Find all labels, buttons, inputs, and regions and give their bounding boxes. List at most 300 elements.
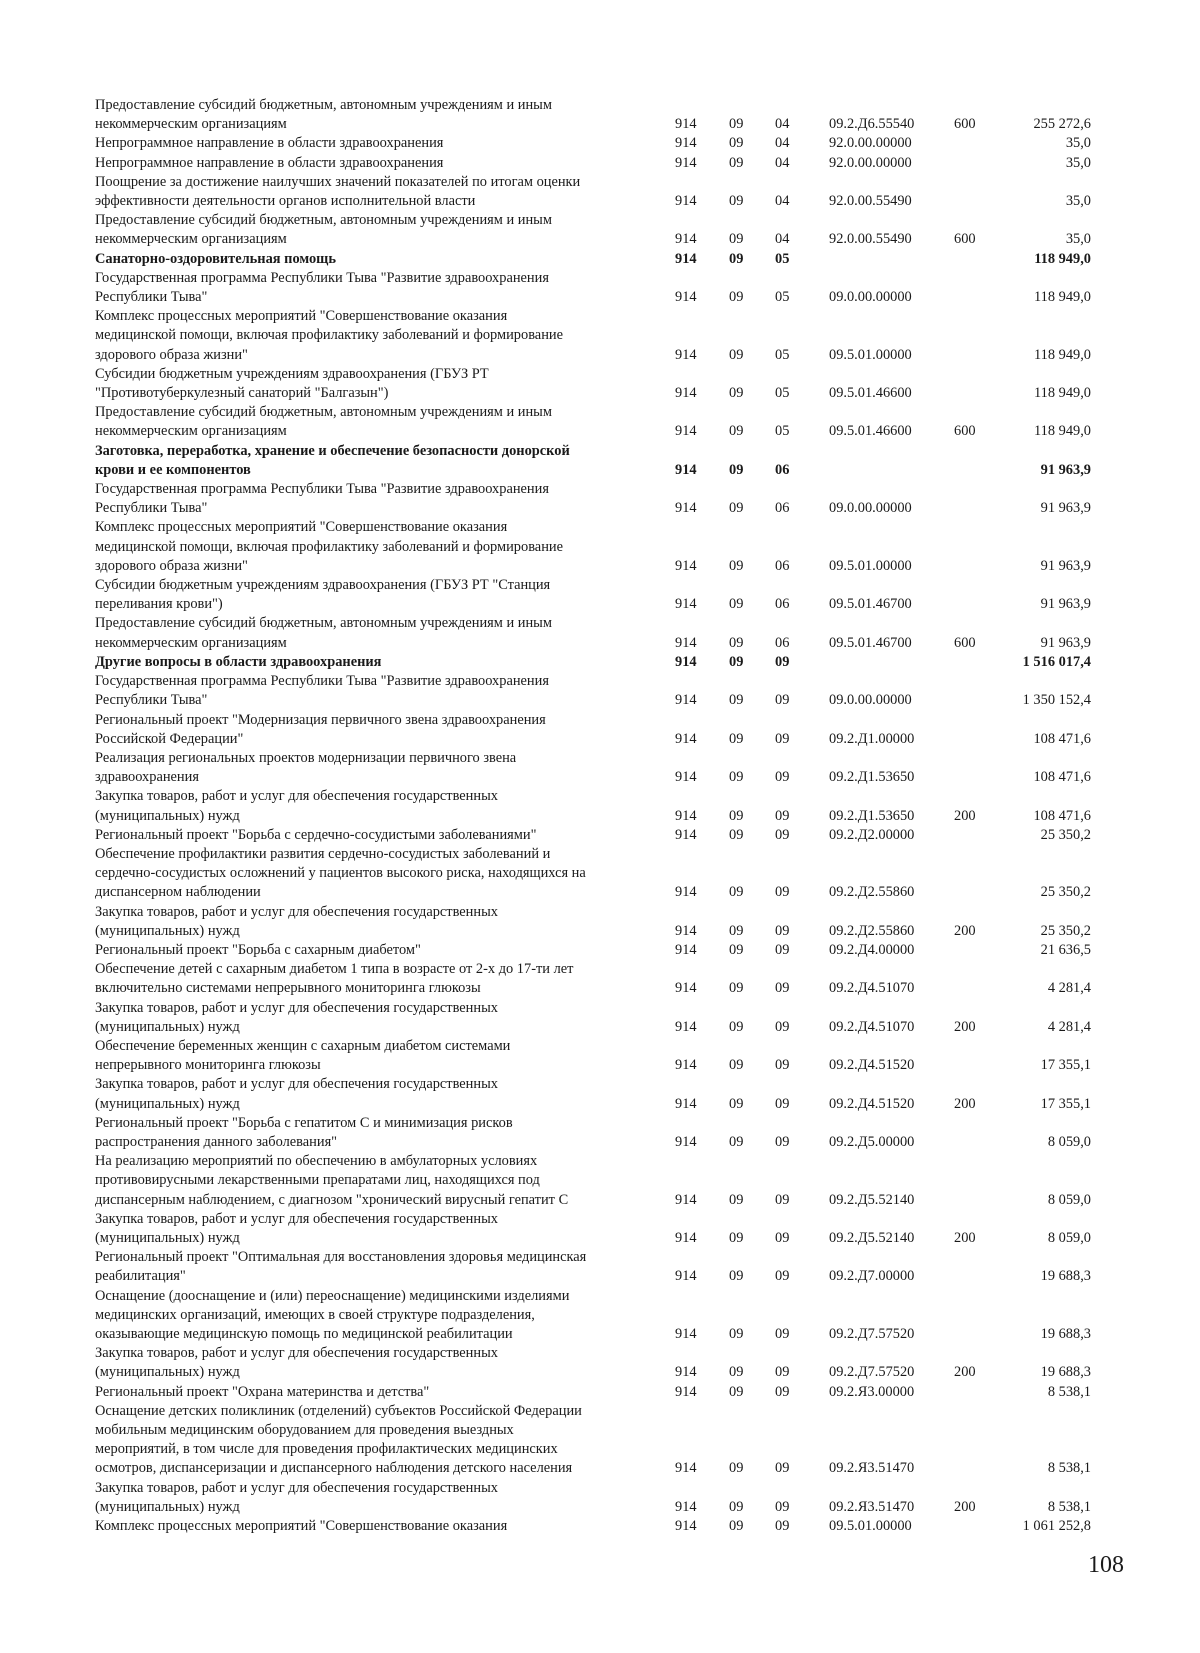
grbs-code: 914	[675, 1229, 697, 1246]
row-name	[95, 826, 675, 845]
grbs-code: 914	[675, 941, 697, 958]
table-row	[95, 1344, 1145, 1382]
amount: 255 272,6	[1033, 116, 1091, 133]
grbs-code: 914	[675, 1268, 697, 1285]
subsection-code: 09	[775, 884, 790, 901]
table-row	[95, 960, 1145, 998]
amount: 35,0	[1065, 135, 1091, 152]
row-name	[95, 134, 675, 153]
grbs-code: 914	[675, 596, 697, 613]
row-name-line: (муниципальных) нужд	[95, 1018, 240, 1035]
table-row	[95, 999, 1145, 1037]
amount: 8 538,1	[1047, 1460, 1091, 1477]
row-name-line: некоммерческим организациям	[95, 634, 287, 651]
grbs-code: 914	[675, 884, 697, 901]
subsection-code: 05	[775, 346, 790, 363]
grbs-code: 914	[675, 807, 697, 824]
target-article-code: 92.0.00.55490	[829, 231, 912, 248]
grbs-code: 914	[675, 500, 697, 517]
row-name-line: Предоставление субсидий бюджетным, автономным учреждениям и иным	[95, 212, 552, 229]
row-name-line: Закупка товаров, работ и услуг для обеспечения государственных	[95, 788, 498, 805]
section-code: 09	[729, 135, 744, 152]
grbs-code: 914	[675, 193, 697, 210]
section-code: 09	[729, 1018, 744, 1035]
grbs-code: 914	[675, 154, 697, 171]
target-article-code: 09.2.Д6.55540	[829, 116, 915, 133]
grbs-code: 914	[675, 423, 697, 440]
section-code: 09	[729, 596, 744, 613]
subsection-code: 06	[775, 596, 790, 613]
row-name-line: Государственная программа Республики Тыва "Развитие здравоохранения	[95, 673, 549, 690]
row-name-line: Комплекс процессных мероприятий "Совершенствование оказания	[95, 519, 508, 536]
table-row	[95, 250, 1145, 269]
amount: 8 538,1	[1047, 1383, 1091, 1400]
subsection-code: 09	[775, 1057, 790, 1074]
grbs-code: 914	[675, 1326, 697, 1342]
target-article-code: 09.2.Д4.51520	[829, 1095, 915, 1112]
row-name	[95, 999, 675, 1037]
amount: 19 688,3	[1040, 1364, 1091, 1381]
row-name-line: Закупка товаров, работ и услуг для обеспечения государственных	[95, 1076, 498, 1093]
section-code: 09	[729, 385, 744, 402]
grbs-code: 914	[675, 1133, 697, 1150]
grbs-code: 914	[675, 730, 697, 747]
target-article-code: 09.2.Д1.53650	[829, 807, 915, 824]
grbs-code: 914	[675, 1191, 697, 1208]
amount: 19 688,3	[1040, 1326, 1091, 1342]
table-row	[95, 1402, 1145, 1479]
row-name-line: Предоставление субсидий бюджетным, автономным учреждениям и иным	[95, 404, 552, 421]
target-article-code: 09.0.00.00000	[829, 289, 912, 306]
amount: 91 963,9	[1040, 500, 1091, 517]
row-name-line: Непрограммное направление в области здравоохранения	[95, 154, 444, 171]
section-code: 09	[729, 1229, 744, 1246]
table-row	[95, 787, 1145, 825]
target-article-code: 09.2.Д4.51520	[829, 1057, 915, 1074]
subsection-code: 06	[775, 557, 790, 574]
subsection-code: 06	[775, 500, 790, 517]
row-name	[95, 576, 675, 614]
expense-type-code: 600	[954, 423, 976, 440]
row-name-line: (муниципальных) нужд	[95, 922, 240, 939]
grbs-code: 914	[675, 826, 697, 843]
row-name	[95, 845, 675, 903]
section-code: 09	[729, 557, 744, 574]
section-code: 09	[729, 1518, 744, 1535]
row-name-line: (муниципальных) нужд	[95, 807, 240, 824]
amount: 25 350,2	[1040, 884, 1091, 901]
row-name	[95, 96, 675, 134]
row-name-line: Республики Тыва"	[95, 500, 208, 517]
row-name-line: распространения данного заболевания"	[95, 1133, 338, 1150]
subsection-code: 09	[775, 922, 790, 939]
expense-type-code: 200	[954, 807, 976, 824]
amount: 91 963,9	[1040, 557, 1091, 574]
row-name	[95, 518, 675, 576]
target-article-code: 09.5.01.46700	[829, 596, 912, 613]
row-name-line: диспансерном наблюдении	[95, 884, 261, 901]
subsection-code: 05	[775, 289, 790, 306]
expense-type-code: 200	[954, 1498, 976, 1515]
amount: 91 963,9	[1040, 461, 1091, 478]
subsection-code: 05	[775, 423, 790, 440]
subsection-code: 09	[775, 1133, 790, 1150]
row-name	[95, 307, 675, 365]
grbs-code: 914	[675, 1518, 697, 1535]
section-code: 09	[729, 922, 744, 939]
row-name	[95, 903, 675, 941]
amount: 1 516 017,4	[1022, 653, 1091, 670]
row-name-line: некоммерческим организациям	[95, 231, 287, 248]
table-row	[95, 518, 1145, 576]
section-code: 09	[729, 941, 744, 958]
table-row	[95, 903, 1145, 941]
row-name-line: крови и ее компонентов	[95, 461, 251, 478]
table-row	[95, 96, 1145, 134]
grbs-code: 914	[675, 1460, 697, 1477]
row-name	[95, 269, 675, 307]
row-name-line: Закупка товаров, работ и услуг для обеспечения государственных	[95, 1210, 498, 1227]
target-article-code: 92.0.00.00000	[829, 135, 912, 152]
row-name-line: Республики Тыва"	[95, 289, 208, 306]
section-code: 09	[729, 826, 744, 843]
row-name-line: Оснащение детских поликлиник (отделений) субъектов Российской Федерации	[95, 1402, 582, 1419]
row-name-line: Оснащение (дооснащение и (или) переоснащение) медицинскими изделиями	[95, 1287, 570, 1304]
subsection-code: 09	[775, 807, 790, 824]
row-name	[95, 154, 675, 173]
row-name-line: Санаторно-оздоровительная помощь	[95, 250, 336, 267]
row-name-line: противовирусными лекарственными препаратами лиц, находящихся под	[95, 1172, 540, 1189]
row-name-line: эффективности деятельности органов исполнительной власти	[95, 193, 476, 210]
grbs-code: 914	[675, 231, 697, 248]
table-row	[95, 211, 1145, 249]
row-name	[95, 1248, 675, 1286]
target-article-code: 09.2.Д2.55860	[829, 922, 915, 939]
amount: 91 963,9	[1040, 634, 1091, 651]
table-row	[95, 845, 1145, 903]
row-name-line: медицинской помощи, включая профилактику заболеваний и формирование	[95, 538, 563, 555]
section-code: 09	[729, 1383, 744, 1400]
grbs-code: 914	[675, 1383, 697, 1400]
expense-type-code: 200	[954, 1364, 976, 1381]
grbs-code: 914	[675, 461, 697, 478]
amount: 1 350 152,4	[1022, 692, 1091, 709]
row-name	[95, 787, 675, 825]
target-article-code: 09.2.Д5.00000	[829, 1133, 915, 1150]
row-name	[95, 749, 675, 787]
row-name	[95, 941, 675, 960]
row-name-line: Российской Федерации"	[95, 730, 244, 747]
section-code: 09	[729, 807, 744, 824]
page-number: 108	[1088, 1552, 1124, 1578]
row-name-line: Обеспечение беременных женщин с сахарным диабетом системами	[95, 1037, 511, 1054]
target-article-code: 09.2.Д2.55860	[829, 884, 915, 901]
section-code: 09	[729, 461, 744, 478]
row-name-line: Другие вопросы в области здравоохранения	[95, 653, 382, 670]
table-row	[95, 1037, 1145, 1075]
table-row	[95, 576, 1145, 614]
expense-type-code: 600	[954, 634, 976, 651]
section-code: 09	[729, 1364, 744, 1381]
grbs-code: 914	[675, 769, 697, 786]
table-row	[95, 1075, 1145, 1113]
row-name-line: Региональный проект "Борьба с сердечно-сосудистыми заболеваниями"	[95, 826, 537, 843]
table-row	[95, 672, 1145, 710]
table-row	[95, 269, 1145, 307]
amount: 25 350,2	[1040, 826, 1091, 843]
row-name-line: Региональный проект "Борьба с сахарным диабетом"	[95, 941, 421, 958]
subsection-code: 09	[775, 730, 790, 747]
amount: 21 636,5	[1040, 941, 1091, 958]
target-article-code: 09.2.Д4.51070	[829, 1018, 915, 1035]
subsection-code: 09	[775, 653, 790, 670]
table-row	[95, 154, 1145, 173]
section-code: 09	[729, 1326, 744, 1342]
grbs-code: 914	[675, 250, 697, 267]
row-name	[95, 1383, 675, 1402]
expense-type-code: 200	[954, 1095, 976, 1112]
grbs-code: 914	[675, 692, 697, 709]
subsection-code: 09	[775, 1326, 790, 1342]
target-article-code: 09.2.Д4.00000	[829, 941, 915, 958]
section-code: 09	[729, 116, 744, 133]
amount: 118 949,0	[1033, 385, 1091, 402]
table-row	[95, 711, 1145, 749]
target-article-code: 09.2.Я3.51470	[829, 1460, 915, 1477]
row-name	[95, 1152, 675, 1210]
row-name-line: переливания крови")	[95, 596, 223, 613]
row-name-line: Реализация региональных проектов модернизации первичного звена	[95, 749, 517, 766]
row-name	[95, 173, 675, 211]
subsection-code: 04	[775, 154, 790, 171]
row-name	[95, 365, 675, 403]
target-article-code: 09.5.01.46600	[829, 385, 912, 402]
amount: 118 949,0	[1033, 423, 1091, 440]
target-article-code: 09.2.Д4.51070	[829, 980, 915, 997]
grbs-code: 914	[675, 1498, 697, 1515]
amount: 108 471,6	[1033, 807, 1091, 824]
subsection-code: 06	[775, 634, 790, 651]
subsection-code: 09	[775, 1460, 790, 1477]
table-row	[95, 653, 1145, 672]
row-name-line: Комплекс процессных мероприятий "Совершенствование оказания	[95, 1518, 508, 1535]
row-name-line: Государственная программа Республики Тыва "Развитие здравоохранения	[95, 269, 549, 286]
target-article-code: 09.2.Д7.57520	[829, 1364, 915, 1381]
section-code: 09	[729, 692, 744, 709]
subsection-code: 09	[775, 1518, 790, 1535]
grbs-code: 914	[675, 289, 697, 306]
amount: 17 355,1	[1040, 1095, 1091, 1112]
row-name	[95, 672, 675, 710]
section-code: 09	[729, 231, 744, 248]
section-code: 09	[729, 193, 744, 210]
row-name	[95, 1344, 675, 1382]
row-name-line: (муниципальных) нужд	[95, 1095, 240, 1112]
section-code: 09	[729, 980, 744, 997]
target-article-code: 09.2.Д1.00000	[829, 730, 915, 747]
section-code: 09	[729, 1095, 744, 1112]
target-article-code: 09.2.Д7.00000	[829, 1268, 915, 1285]
row-name-line: некоммерческим организациям	[95, 116, 287, 133]
amount: 1 061 252,8	[1022, 1518, 1091, 1535]
table-row	[95, 1210, 1145, 1248]
grbs-code: 914	[675, 922, 697, 939]
row-name-line: сердечно-сосудистых осложнений у пациентов высокого риска, находящихся на	[95, 865, 586, 882]
section-code: 09	[729, 250, 744, 267]
section-code: 09	[729, 653, 744, 670]
subsection-code: 06	[775, 461, 790, 478]
target-article-code: 09.5.01.00000	[829, 346, 912, 363]
row-name-line: здорового образа жизни"	[95, 346, 248, 363]
budget-table	[95, 96, 1145, 1536]
row-name-line: медицинских организаций, имеющих в своей структуре подразделения,	[95, 1306, 535, 1323]
target-article-code: 92.0.00.00000	[829, 154, 912, 171]
row-name-line: "Противотуберкулезный санаторий "Балгазын")	[95, 385, 389, 402]
row-name-line: Комплекс процессных мероприятий "Совершенствование оказания	[95, 308, 508, 325]
amount: 118 949,0	[1033, 289, 1091, 306]
target-article-code: 09.5.01.00000	[829, 557, 912, 574]
subsection-code: 09	[775, 1364, 790, 1381]
subsection-code: 09	[775, 826, 790, 843]
expense-type-code: 600	[954, 116, 976, 133]
row-name	[95, 614, 675, 652]
row-name-line: здорового образа жизни"	[95, 557, 248, 574]
table-row	[95, 307, 1145, 365]
row-name-line: реабилитация"	[95, 1268, 186, 1285]
amount: 8 059,0	[1047, 1191, 1091, 1208]
row-name-line: Предоставление субсидий бюджетным, автономным учреждениям и иным	[95, 97, 552, 113]
row-name-line: диспансерным наблюдением, с диагнозом "хронический вирусный гепатит С	[95, 1191, 569, 1208]
row-name-line: оказывающие медицинскую помощь по медицинской реабилитации	[95, 1326, 513, 1342]
table-row	[95, 749, 1145, 787]
row-name	[95, 711, 675, 749]
row-name	[95, 1287, 675, 1345]
row-name-line: Региональный проект "Охрана материнства и детства"	[95, 1383, 430, 1400]
subsection-code: 09	[775, 980, 790, 997]
row-name-line: здравоохранения	[95, 769, 199, 786]
section-code: 09	[729, 289, 744, 306]
row-name-line: некоммерческим организациям	[95, 423, 287, 440]
amount: 8 059,0	[1047, 1133, 1091, 1150]
grbs-code: 914	[675, 346, 697, 363]
table-row	[95, 1383, 1145, 1402]
row-name	[95, 250, 675, 269]
target-article-code: 09.2.Д7.57520	[829, 1326, 915, 1342]
row-name-line: Закупка товаров, работ и услуг для обеспечения государственных	[95, 903, 498, 920]
target-article-code: 09.2.Д1.53650	[829, 769, 915, 786]
row-name	[95, 1037, 675, 1075]
table-row	[95, 1517, 1145, 1536]
subsection-code: 05	[775, 385, 790, 402]
row-name-line: (муниципальных) нужд	[95, 1229, 240, 1246]
target-article-code: 09.2.Д5.52140	[829, 1191, 915, 1208]
table-row	[95, 403, 1145, 441]
row-name	[95, 1210, 675, 1248]
expense-type-code: 600	[954, 231, 976, 248]
subsection-code: 09	[775, 1383, 790, 1400]
table-row	[95, 1479, 1145, 1517]
section-code: 09	[729, 634, 744, 651]
grbs-code: 914	[675, 634, 697, 651]
row-name	[95, 1402, 675, 1479]
table-row	[95, 826, 1145, 845]
row-name-line: На реализацию мероприятий по обеспечению в амбулаторных условиях	[95, 1153, 538, 1170]
subsection-code: 09	[775, 692, 790, 709]
row-name	[95, 1075, 675, 1113]
grbs-code: 914	[675, 653, 697, 670]
section-code: 09	[729, 154, 744, 171]
section-code: 09	[729, 1498, 744, 1515]
table-row	[95, 173, 1145, 211]
amount: 25 350,2	[1040, 922, 1091, 939]
row-name	[95, 1114, 675, 1152]
row-name-line: Региональный проект "Оптимальная для восстановления здоровья медицинская	[95, 1249, 587, 1266]
subsection-code: 09	[775, 941, 790, 958]
expense-type-code: 200	[954, 1018, 976, 1035]
grbs-code: 914	[675, 1018, 697, 1035]
section-code: 09	[729, 346, 744, 363]
row-name	[95, 480, 675, 518]
subsection-code: 09	[775, 1229, 790, 1246]
amount: 35,0	[1065, 193, 1091, 210]
row-name-line: Заготовка, переработка, хранение и обеспечение безопасности донорской	[95, 442, 570, 459]
row-name-line: Обеспечение профилактики развития сердечно-сосудистых заболеваний и	[95, 845, 551, 862]
section-code: 09	[729, 1460, 744, 1477]
table-row	[95, 1114, 1145, 1152]
row-name-line: Республики Тыва"	[95, 692, 208, 709]
amount: 17 355,1	[1040, 1057, 1091, 1074]
row-name-line: Государственная программа Республики Тыва "Развитие здравоохранения	[95, 481, 549, 498]
row-name-line: Закупка товаров, работ и услуг для обеспечения государственных	[95, 999, 498, 1016]
subsection-code: 09	[775, 1498, 790, 1515]
section-code: 09	[729, 730, 744, 747]
subsection-code: 04	[775, 193, 790, 210]
section-code: 09	[729, 1268, 744, 1285]
target-article-code: 09.2.Д2.00000	[829, 826, 915, 843]
row-name-line: Непрограммное направление в области здравоохранения	[95, 135, 444, 152]
section-code: 09	[729, 884, 744, 901]
subsection-code: 09	[775, 1268, 790, 1285]
row-name-line: Предоставление субсидий бюджетным, автономным учреждениям и иным	[95, 615, 552, 632]
table-row	[95, 1152, 1145, 1210]
subsection-code: 04	[775, 135, 790, 152]
subsection-code: 09	[775, 1018, 790, 1035]
grbs-code: 914	[675, 1364, 697, 1381]
row-name-line: Региональный проект "Модернизация первичного звена здравоохранения	[95, 711, 546, 728]
target-article-code: 09.2.Д5.52140	[829, 1229, 915, 1246]
section-code: 09	[729, 423, 744, 440]
grbs-code: 914	[675, 385, 697, 402]
subsection-code: 09	[775, 1095, 790, 1112]
subsection-code: 05	[775, 250, 790, 267]
section-code: 09	[729, 1133, 744, 1150]
row-name	[95, 653, 675, 672]
grbs-code: 914	[675, 980, 697, 997]
target-article-code: 09.5.01.46600	[829, 423, 912, 440]
row-name-line: Поощрение за достижение наилучших значений показателей по итогам оценки	[95, 173, 581, 190]
target-article-code: 09.0.00.00000	[829, 500, 912, 517]
target-article-code: 09.5.01.46700	[829, 634, 912, 651]
section-code: 09	[729, 1191, 744, 1208]
row-name	[95, 1479, 675, 1517]
table-row	[95, 134, 1145, 153]
amount: 118 949,0	[1033, 346, 1091, 363]
grbs-code: 914	[675, 1095, 697, 1112]
grbs-code: 914	[675, 135, 697, 152]
target-article-code: 92.0.00.55490	[829, 193, 912, 210]
row-name-line: Обеспечение детей с сахарным диабетом 1 типа в возрасте от 2-х до 17-ти лет	[95, 961, 574, 978]
amount: 35,0	[1065, 154, 1091, 171]
